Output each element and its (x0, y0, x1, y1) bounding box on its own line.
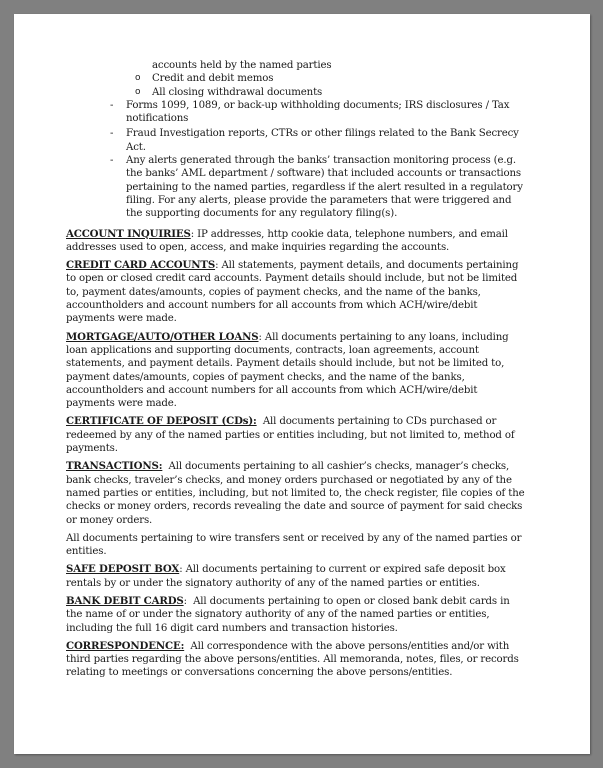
section-transactions (66, 460, 526, 526)
circle-bullet-icon: o (135, 73, 141, 84)
section-correspondence (66, 640, 526, 680)
sub-bullet-text: Credit and debit memos (152, 73, 274, 85)
document-page (14, 14, 590, 754)
section-body: All documents pertaining to open or closed bank debit cards in the name of or under the signatory authority of any of the named parties or entities, including the full 16 digit card numbers and transaction histories. (66, 595, 510, 634)
section-heading: SAFE DEPOSIT BOX (66, 563, 180, 576)
section-heading: BANK DEBIT CARDS (66, 594, 184, 607)
list-continuation (66, 59, 526, 72)
dash-bullet-text: Fraud Investigation reports, CTRs or other filings related to the Bank Secrecy Act. (126, 128, 519, 153)
dash-bullet-icon: - (110, 128, 114, 140)
dash-bullet-item (66, 127, 526, 154)
dash-bullet-item (66, 99, 526, 126)
section-bank-debit-cards (66, 595, 526, 635)
sub-bullet-item (66, 86, 526, 99)
section-body: All documents pertaining to any loans, including loan applications and supporting documents, contracts, loan agreements, account statements, and payment details. Payment details should include, but not be limited to, payment dates/amounts, copies of payment checks, and the name of the banks, accountholders and account numbers for all accounts from which ACH/wire/debit payments were made. (66, 331, 509, 410)
heading-separator: : (183, 595, 194, 607)
sub-bullet-item (66, 72, 526, 85)
section-heading: CERTIFICATE OF DEPOSIT (CDs): (66, 415, 257, 428)
continuation-text: accounts held by the named parties (152, 60, 332, 71)
section-mortgage-auto-other-loans (66, 331, 526, 411)
section-heading: TRANSACTIONS: (66, 460, 163, 473)
dash-bullet-item (66, 154, 526, 220)
section-body: All statements, payment details, and documents pertaining to open or closed credit card accounts. Payment details should include, but not be limited to, payment dates/amounts, copies of payment checks, and the name of the banks, accountholders and account numbers for all accounts from which ACH/wire/debit payments were made. (66, 260, 519, 325)
heading-separator: : (179, 564, 186, 576)
dash-bullet-text: Forms 1099, 1089, or back-up withholding documents; IRS disclosures / Tax notifications (126, 99, 510, 125)
section-body: All documents pertaining to CDs purchased or redeemed by any of the named parties or entities including, but not limited to, method of payments. (66, 416, 515, 455)
section-safe-deposit-box (66, 563, 526, 590)
section-credit-card-accounts (66, 259, 526, 325)
section-body: All documents pertaining to current or expired safe deposit box rentals by or under the signatory authority of any of the named parties or entities. (66, 564, 506, 589)
section-heading: ACCOUNT INQUIRIES (66, 227, 191, 240)
section-body: All documents pertaining to wire transfers sent or received by any of the named parties or entities. (66, 532, 522, 558)
heading-separator: : (258, 331, 265, 343)
heading-separator: : (215, 260, 222, 272)
dash-bullet-text: Any alerts generated through the banks’ transaction monitoring process (e.g. the banks’ AML department / software) that included accounts or transactions pertaining to the named parties, regardless if the alert resulted in a regulatory filing. For any alerts, please provide the parameters that were triggered and the supporting documents for any regulatory filing(s). (126, 155, 523, 220)
section-heading: MORTGAGE/AUTO/OTHER LOANS (66, 330, 259, 343)
section-body: IP addresses, http cookie data, telephone numbers, and email addresses used to open, access, and make inquiries regarding the accounts. (66, 228, 508, 253)
sub-bullet-text: All closing withdrawal documents (152, 86, 323, 98)
document-content (66, 59, 526, 680)
dash-bullet-icon: - (110, 155, 114, 167)
dash-bullet-icon: - (110, 99, 114, 111)
section-body: All documents pertaining to all cashier’s checks, manager’s checks, bank checks, traveler’s checks, and money orders purchased or negotiated by any of the named parties or entities, including, but not limited to, the check register, file copies of the checks or money orders, records revealing the date and source of payment for said checks or money orders. (66, 461, 525, 526)
section-account-inquiries (66, 228, 526, 255)
section-wire-transfers (66, 532, 526, 559)
section-certificate-of-deposit (66, 415, 526, 455)
heading-separator: : (190, 228, 198, 240)
section-body: All correspondence with the above persons/entities and/or with third parties regarding the above persons/entities. All memoranda, notes, files, or records relating to meetings or conversations concerning the above persons/entities. (66, 640, 519, 679)
section-heading: CREDIT CARD ACCOUNTS (66, 259, 216, 272)
section-heading: CORRESPONDENCE: (66, 639, 185, 652)
circle-bullet-icon: o (135, 86, 141, 97)
